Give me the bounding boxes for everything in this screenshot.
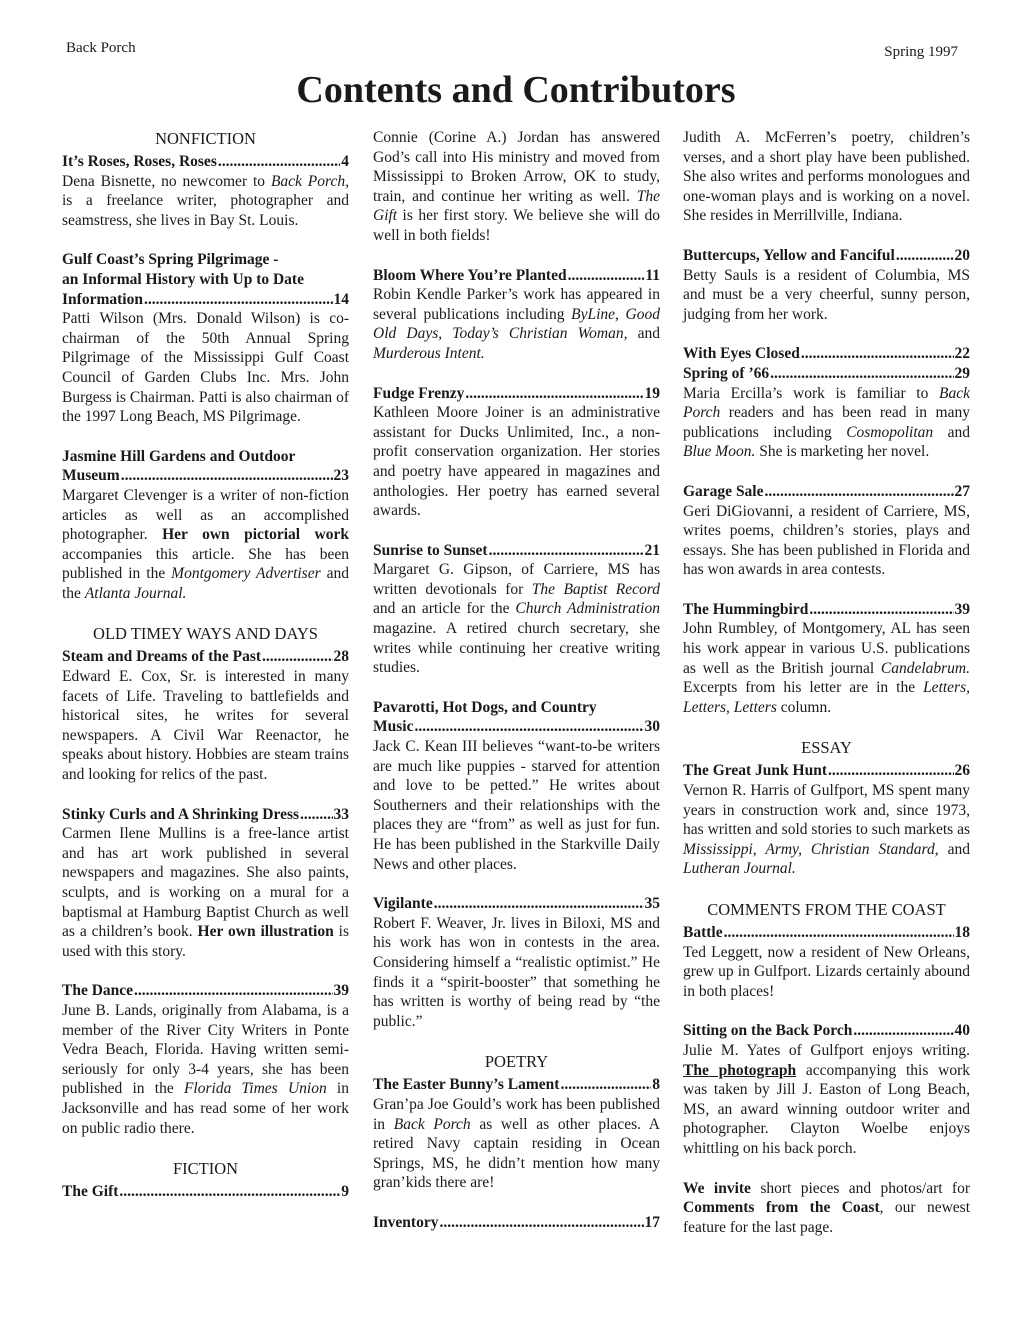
contributor-bio: Geri DiGiovanni, a resident of Carriere, MS, writes poems, children’s stories, plays and essays. She has been published in Florida and has won awards in area contests.: [683, 502, 970, 579]
entry-title: Information: [62, 290, 143, 308]
contributor-bio: [62, 486, 349, 604]
bio-text: Margaret G. Gipson, of Carriere, MS has written devotionals for: [373, 561, 660, 598]
dot-leader: [853, 1021, 953, 1041]
column-3: [683, 128, 970, 1237]
page-number: 8: [652, 1076, 660, 1094]
dot-leader: [765, 482, 954, 502]
dot-leader: [465, 384, 643, 404]
entry-title-line[interactable]: [683, 246, 970, 266]
contributor-bio: Patti Wilson (Mrs. Donald Wilson) is co-chairman of the 50th Annual Spring Pilgrimage of the Mississippi Gulf Coast Council of Garden Clubs Inc. Mrs. John Burgess is Chairman. Patti is also chairman of the 1997 Long Beach, MS Pilgrimage.: [62, 310, 349, 426]
contents-entry-continued: [373, 128, 660, 246]
entry-title: Bloom Where You’re Planted: [373, 266, 567, 284]
contributor-bio: [683, 781, 970, 879]
page-number: 27: [954, 482, 970, 500]
contributor-bio: [62, 172, 349, 231]
bio-text: Vernon R. Harris of Gulfport, MS spent many years in construction work and, since 1973, has written and sold stories to such markets as: [683, 782, 970, 839]
entry-title: Sunrise to Sunset: [373, 541, 488, 559]
contributor-bio: [683, 384, 970, 462]
dot-leader: [896, 246, 954, 266]
contributor-bio: Betty Sauls is a resident of Columbia, MS and must be a very cheerful, sunny person, judging from her work.: [683, 266, 970, 323]
bio-text: is used with this story.: [62, 923, 349, 960]
bio-italic: ByLine, Good Old Days, Today’s Christian Woman,: [373, 305, 660, 343]
entry-title-line[interactable]: [683, 1021, 970, 1041]
entry-title: Buttercups, Yellow and Fanciful: [683, 246, 895, 264]
entry-title-line[interactable]: [683, 923, 970, 943]
dot-leader: [119, 1182, 340, 1202]
bio-text: column.: [776, 698, 832, 716]
entry-title: The Hummingbird: [683, 600, 809, 618]
contributor-bio: [62, 1001, 349, 1138]
contributor-bio: [683, 619, 970, 717]
bio-text: and: [627, 325, 660, 343]
bio-text: accompanying this work was taken by Jill J. Easton of Long Beach, MS, an award winning outdoor writer and photographer. Clayton Woelbe enjoys whittling on his back porch.: [683, 1061, 970, 1157]
entry-title: Fudge Frenzy: [373, 384, 465, 402]
contents-entry: [62, 1182, 349, 1202]
contents-entry: [683, 1021, 970, 1158]
note-text: short pieces and photos/art for: [750, 1179, 970, 1197]
contents-entry: [62, 981, 349, 1138]
contents-entry: [683, 761, 970, 879]
entry-title: Steam and Dreams of the Past: [62, 648, 262, 666]
dot-leader: [439, 1213, 643, 1233]
bio-italic: Montgomery Advertiser: [171, 565, 321, 583]
page-number: 40: [954, 1022, 970, 1040]
issue-date: Spring 1997: [884, 44, 958, 60]
section-heading-comments: COMMENTS FROM THE COAST: [707, 900, 946, 919]
page-number: 30: [644, 718, 660, 736]
entry-title: Vigilante: [373, 895, 433, 913]
entry-title-line[interactable]: [373, 541, 660, 561]
entry-title-line[interactable]: [373, 384, 660, 404]
contents-entry: [683, 923, 970, 1001]
entry-title-line[interactable]: [62, 805, 349, 825]
contributor-bio: [373, 128, 660, 246]
entry-title-line[interactable]: [62, 981, 349, 1001]
page-title: Contents and Contributors: [296, 69, 736, 111]
bio-text: Dena Bisnette, no newcomer to: [62, 172, 271, 190]
page-number: 29: [954, 364, 970, 382]
page-number: 14: [333, 290, 349, 308]
entry-title-line[interactable]: [373, 266, 660, 286]
entry-title-line[interactable]: [373, 1213, 660, 1233]
entry-title-line[interactable]: [373, 717, 660, 737]
bio-text: readers and has been read in many publications including: [683, 404, 970, 441]
entry-title-line[interactable]: [62, 1182, 349, 1202]
bio-text: magazine. A retired church secretary, she writes while continuing her creative writing studies.: [373, 620, 660, 677]
entry-title-line[interactable]: [62, 152, 349, 172]
contents-entry: [683, 600, 970, 718]
entry-title: Gulf Coast’s Spring Pilgrimage -: [62, 251, 279, 269]
entry-title: Pavarotti, Hot Dogs, and Country: [373, 698, 597, 716]
bio-text: is her first story. We believe she will do well in both fields!: [373, 207, 660, 244]
contributor-bio: Kathleen Moore Joiner is an administrative assistant for Ducks Unlimited, Inc., a non-profit conservation organization. Her stories and poetry have appeared in magazines and anthologies. Her poetry has earned several awards.: [373, 404, 660, 520]
contents-entry: [683, 482, 970, 580]
entry-title: The Dance: [62, 982, 134, 1000]
dot-leader: [414, 717, 643, 737]
contributor-bio: [683, 1041, 970, 1159]
entry-title-line[interactable]: [683, 761, 970, 781]
dot-leader: [770, 364, 953, 384]
invitation-note: [683, 1179, 970, 1238]
entry-title: Spring of ’66: [683, 364, 770, 382]
contents-entry: [373, 894, 660, 1031]
publication-name: Back Porch: [66, 40, 136, 56]
contents-entry: [373, 1213, 660, 1233]
bio-italic: The Baptist Record: [531, 580, 660, 598]
bio-italic: The Gift: [373, 187, 660, 225]
page-number: 11: [645, 266, 660, 284]
bio-italic: Atlanta Journal.: [84, 584, 187, 602]
page-number: 39: [333, 982, 349, 1000]
bio-italic: Back Porch,: [270, 172, 349, 190]
column-1: [62, 128, 349, 1222]
page-number: 19: [644, 384, 660, 402]
contents-entry: [62, 250, 349, 426]
contributor-bio: [373, 285, 660, 363]
page-number: 33: [333, 805, 349, 823]
bio-italic: Lutheran Journal.: [683, 860, 796, 878]
bio-text: June B. Lands, originally from Alabama, is a member of the River City Writers in Ponte Vedra Beach, Florida. Having written semi-seriously for only 3-4 years, she has been published in the: [62, 1001, 349, 1098]
dot-leader: [828, 761, 954, 781]
note-bold: Comments from the Coast: [683, 1199, 880, 1217]
bio-italic: Cosmopolitan: [846, 423, 934, 441]
entry-title-line[interactable]: [373, 1075, 660, 1095]
entry-title-line[interactable]: [683, 600, 970, 620]
page-number: 4: [341, 153, 349, 170]
entry-title: Stinky Curls and A Shrinking Dress: [62, 805, 300, 823]
bio-text: Gran’pa Joe Gould’s work has been published in: [373, 1095, 660, 1133]
dot-leader: [801, 344, 954, 364]
page-number: 21: [644, 541, 660, 559]
dot-leader: [300, 805, 332, 825]
bio-text: as well as other places. A retired Navy captain residing in Ocean Springs, MS, he didn’t mention how many gran’kids there are!: [373, 1115, 660, 1192]
page-number: 35: [644, 895, 660, 913]
dot-leader: [568, 266, 645, 286]
section-heading-fiction: FICTION: [172, 1159, 239, 1179]
bio-italic: Florida Times Union: [183, 1080, 327, 1098]
entry-title: It’s Roses, Roses, Roses: [62, 153, 217, 170]
entry-title: Battle: [683, 924, 723, 941]
entry-title: Garage Sale: [683, 482, 764, 500]
bio-italic: Letters, Letters, Letters: [683, 679, 970, 716]
dot-leader: [560, 1075, 651, 1095]
bio-text: Connie (Corine A.) Jordan has answered God’s call into His ministry and moved from Mississippi to Broken Arrow, OK to study, train, and continue her writing as well.: [373, 129, 660, 205]
bio-text: and an article for the: [373, 600, 516, 618]
entry-title: Museum: [62, 467, 120, 485]
contributor-bio: [373, 560, 660, 678]
contents-entry: [373, 1075, 660, 1193]
entry-title: The Easter Bunny’s Lament: [373, 1076, 560, 1094]
entry-title-line[interactable]: [373, 894, 660, 914]
bio-italic: Blue Moon.: [683, 443, 756, 461]
section-heading-poetry: POETRY: [484, 1052, 549, 1072]
dot-leader: [809, 600, 953, 620]
contents-entry: [62, 805, 349, 962]
section-heading-nonfiction: NONFICTION: [155, 129, 256, 148]
entry-title: The Great Junk Hunt: [683, 762, 827, 780]
entry-title: The Gift: [62, 1183, 119, 1201]
bio-italic: Church Administration: [515, 600, 660, 618]
dot-leader: [121, 466, 333, 486]
entry-title-line[interactable]: [62, 647, 349, 667]
bio-text: Margaret Clevenger is a writer of non-fiction articles as well as an accomplished photographer.: [62, 486, 349, 544]
bio-text: and: [933, 423, 970, 441]
bio-italic: Murderous Intent.: [373, 344, 485, 362]
contents-entry: [62, 447, 349, 604]
contents-entry: [683, 344, 970, 462]
section-heading-old-timey: OLD TIMEY WAYS AND DAYS: [93, 624, 318, 644]
contributor-bio: Robert F. Weaver, Jr. lives in Biloxi, MS and his work has won in contests in the area. Considering himself a “realistic optimist.” He finds it a “spirit-booster” that something he has written is worthy of being read by “the public.”: [373, 914, 660, 1030]
contributor-bio: Judith A. McFerren’s poetry, children’s verses, and a short play have been published. She also writes and performs monologues and one-woman plays and is working on a novel. She resides in Merrillville, Indiana.: [683, 129, 970, 225]
bio-text: is a freelance writer, photographer and seamstress, she lives in Bay St. Louis.: [62, 192, 349, 229]
contents-entry: [683, 246, 970, 324]
entry-title-line[interactable]: [683, 364, 970, 384]
bio-text: and: [938, 840, 970, 858]
bio-text: Maria Ercilla’s work is familiar to: [683, 384, 940, 402]
dot-leader: [134, 981, 332, 1001]
dot-leader: [144, 290, 333, 310]
contents-entry: [373, 384, 660, 521]
page-number: 23: [333, 467, 349, 485]
entry-title: Music: [373, 718, 414, 736]
page-number: 18: [954, 924, 970, 941]
contents-entry: [62, 152, 349, 230]
page-number: 17: [644, 1213, 660, 1231]
dot-leader: [218, 152, 340, 172]
contents-entry: [373, 266, 660, 364]
page-number: 39: [954, 600, 970, 618]
bio-bold: Her own illustration: [197, 923, 334, 941]
contents-entry: [62, 647, 349, 784]
contents-entry-continued: [683, 128, 970, 226]
dot-leader: [434, 894, 644, 914]
contributor-bio: Jack C. Kean III believes “want-to-be writers are much like puppies - starved for attention and love to be petted.” He writes about Southerners and their relationships with the places they are “from” as well as just for fun. He has been published in the Starkville Daily News and other places.: [373, 738, 660, 873]
entry-title: Jasmine Hill Gardens and Outdoor: [62, 447, 296, 465]
entry-title: Inventory: [373, 1213, 439, 1231]
note-bold: We invite: [683, 1179, 751, 1197]
contributor-bio: Ted Leggett, now a resident of New Orleans, grew up in Gulfport. Lizards certainly abound in both places!: [683, 943, 970, 1000]
page-number: 26: [954, 762, 970, 780]
bio-italic: Mississippi, Army, Christian Standard,: [683, 840, 939, 858]
contents-entry: [373, 698, 660, 874]
entry-title: With Eyes Closed: [683, 345, 800, 363]
page-number: 28: [333, 648, 349, 666]
contributor-bio: [62, 824, 349, 961]
entry-title: Sitting on the Back Porch: [683, 1022, 853, 1040]
page-number: 22: [954, 345, 970, 363]
section-heading-essay: ESSAY: [801, 738, 852, 758]
dot-leader: [489, 541, 644, 561]
bio-bold: Her own pictorial work: [162, 526, 349, 544]
column-2: [373, 128, 660, 1253]
page-number: 9: [341, 1183, 349, 1201]
bio-text: and the: [62, 565, 349, 602]
bio-text: Julie M. Yates of Gulfport enjoys writing.: [683, 1041, 970, 1059]
bio-text: accompanies this article. She has been published in the: [62, 545, 349, 583]
contributor-bio: Edward E. Cox, Sr. is interested in many facets of Life. Traveling to battlefields and historical sites, he writes for several newspapers. A Civil War Reenactor, he speaks about history. Hobbies are steam trains and looking for relics of the past.: [62, 668, 349, 784]
dot-leader: [724, 923, 954, 943]
dot-leader: [262, 647, 332, 667]
bio-text: in Jacksonville and has read some of her work on public radio there.: [62, 1080, 349, 1137]
bio-text: She is marketing her novel.: [755, 443, 930, 461]
entry-title-line[interactable]: [62, 290, 349, 310]
entry-title-line[interactable]: [683, 344, 970, 364]
bio-text: Robin Kendle Parker’s work has appeared in several publications including: [373, 286, 660, 323]
bio-italic: Back Porch: [393, 1115, 471, 1133]
bio-underlined: The photograph: [683, 1061, 797, 1079]
entry-title-line[interactable]: [62, 466, 349, 486]
bio-italic: Back Porch: [683, 384, 970, 422]
entry-title-line[interactable]: [683, 482, 970, 502]
page-number: 20: [954, 246, 970, 264]
bio-text: Excerpts from his letter are in the: [683, 679, 924, 697]
entry-title: an Informal History with Up to Date: [62, 270, 304, 288]
bio-text: John Rumbley, of Montgomery, AL has seen his work appear in various U.S. publications as well as the British journal: [683, 620, 970, 677]
bio-text: Carmen Ilene Mullins is a free-lance artist and has art work published in several newspapers and magazines. She also paints, sculpts, and is working on a mural for a baptismal at Hamburg Baptist Church as well as a children’s book.: [62, 825, 349, 941]
bio-italic: Candelabrum.: [880, 659, 970, 677]
note-text: , our newest feature for the last page.: [683, 1199, 970, 1236]
contents-entry: [373, 541, 660, 678]
contributor-bio: [373, 1095, 660, 1193]
